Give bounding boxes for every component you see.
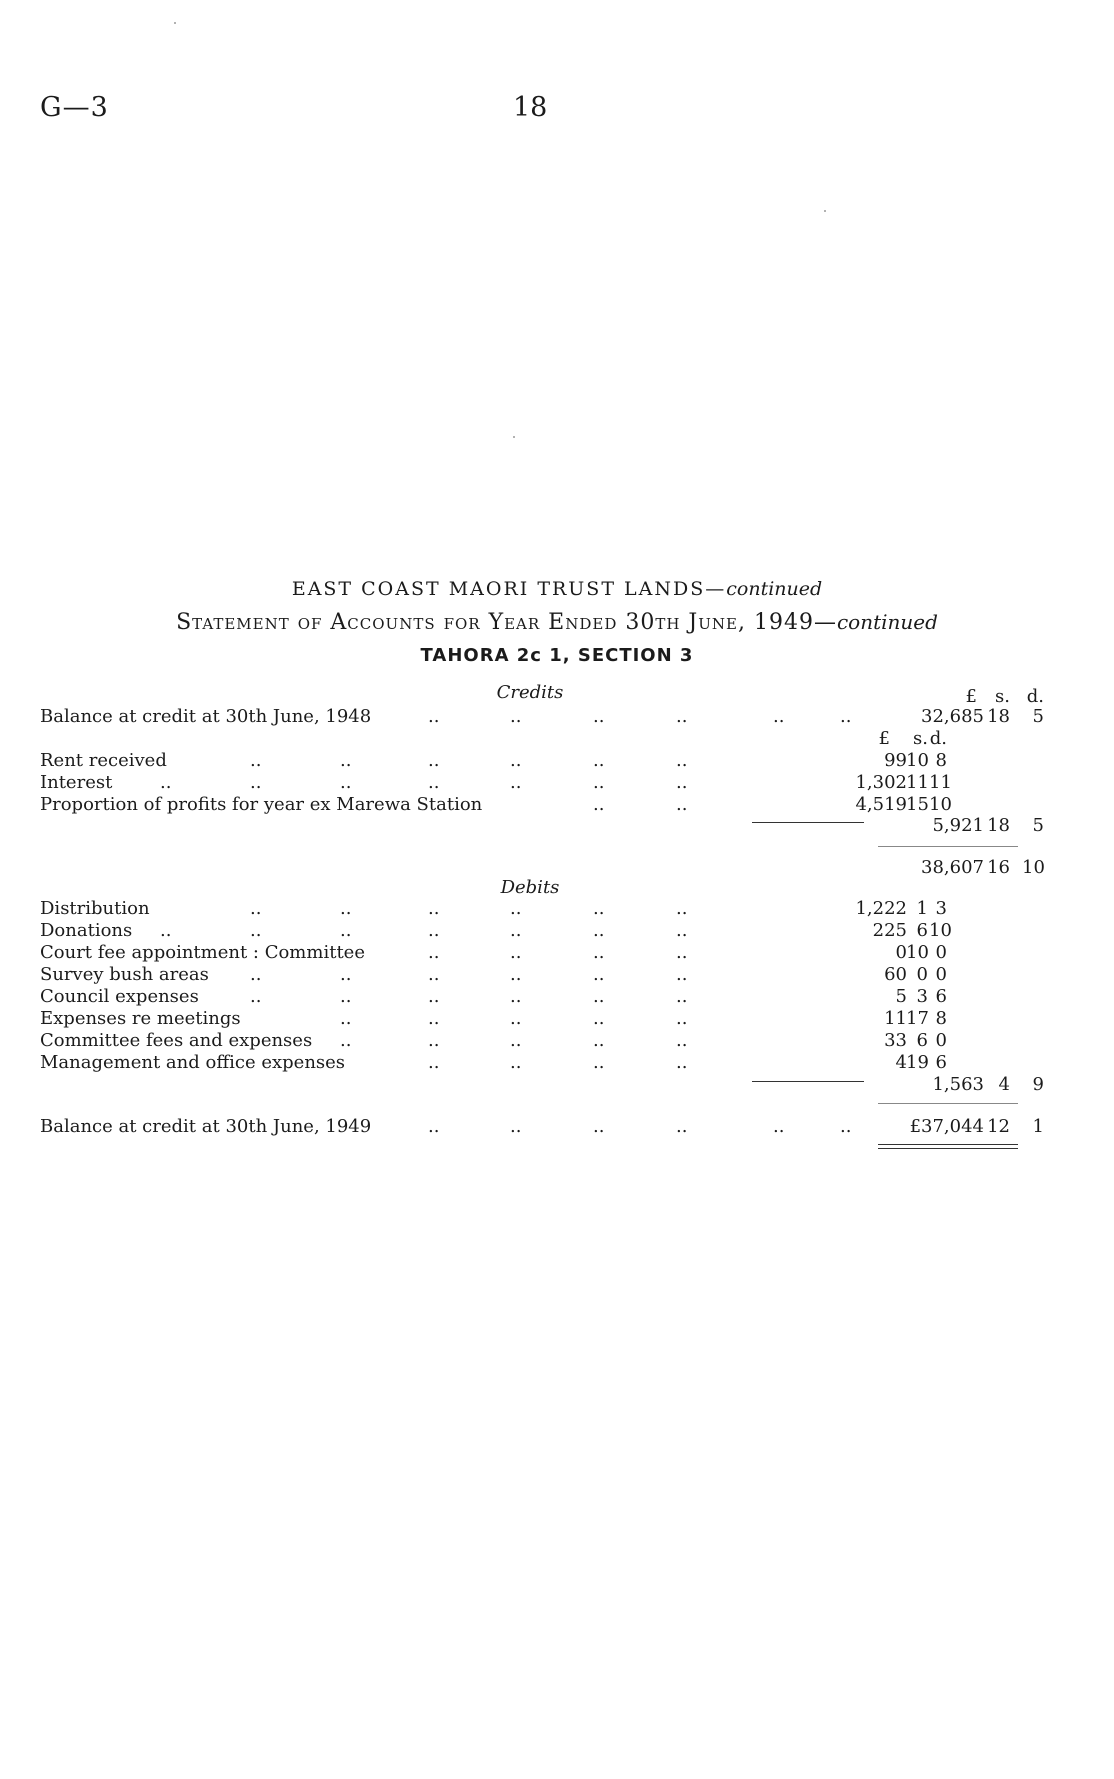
scan-speck — [513, 436, 515, 438]
debit-row: Committee fees and expenses .. .. .. .. .. 33 6 0 — [40, 1030, 947, 1051]
debit-row: Distribution .. .. .. .. .. .. 1,222 1 3 — [40, 898, 947, 919]
double-rule — [878, 1148, 1018, 1149]
debit-row: Council expenses .. .. .. .. .. .. 5 3 6 — [40, 986, 947, 1007]
credits-total-row: 38,607 16 10 — [921, 857, 1045, 878]
credit-row: Interest .. .. .. .. .. .. .. 1,302 11 11 — [40, 772, 952, 793]
rule — [878, 1103, 1018, 1104]
debit-row: Donations .. .. .. .. .. .. .. 225 6 10 — [40, 920, 952, 941]
opening-balance-label: Balance at credit at 30th June, 1948 — [40, 706, 372, 727]
credits-subtotal-row: 5,921 18 5 — [932, 815, 1044, 836]
rule — [878, 846, 1018, 847]
inner-column-heads: £ s. d. — [878, 728, 947, 749]
double-rule — [878, 1144, 1018, 1145]
section-title: TAHORA 2c 1, SECTION 3 — [420, 645, 694, 666]
credits-column-heads: £ s. d. — [965, 686, 1044, 707]
debit-row: Management and office expenses .. .. .. .. 4 19 6 — [40, 1052, 947, 1073]
page-number: 18 — [513, 92, 548, 123]
debit-row: Expenses re meetings .. .. .. .. .. 11 17 8 — [40, 1008, 947, 1029]
debits-heading: Debits — [500, 877, 560, 898]
debit-row: Survey bush areas .. .. .. .. .. .. 60 0 0 — [40, 964, 947, 985]
closing-balance-label: Balance at credit at 30th June, 1949 — [40, 1116, 372, 1137]
credits-heading: Credits — [496, 682, 564, 703]
debits-subtotal-row: 1,563 4 9 — [932, 1074, 1044, 1095]
document-title: EAST COAST MAORI TRUST LANDS—continued — [291, 578, 823, 600]
document-reference: G—3 — [40, 92, 109, 123]
debit-row: Court fee appointment : Committee .. .. .. .. 0 10 0 — [40, 942, 947, 963]
credit-row: Proportion of profits for year ex Marewa Station .. .. 4,519 15 10 — [40, 794, 952, 815]
credit-row: Rent received .. .. .. .. .. .. 99 10 8 — [40, 750, 947, 771]
scan-speck — [174, 22, 176, 24]
statement-title: Statement of Accounts for Year Ended 30th June, 1949—continued — [176, 610, 938, 635]
closing-balance-row: Balance at credit at 30th June, 1949 .. .. .. .. .. .. £37,044 12 1 — [40, 1116, 1044, 1137]
opening-balance-row: Balance at credit at 30th June, 1948 .. .. .. .. .. .. 32,685 18 5 — [40, 706, 1044, 727]
scan-speck — [824, 210, 826, 212]
